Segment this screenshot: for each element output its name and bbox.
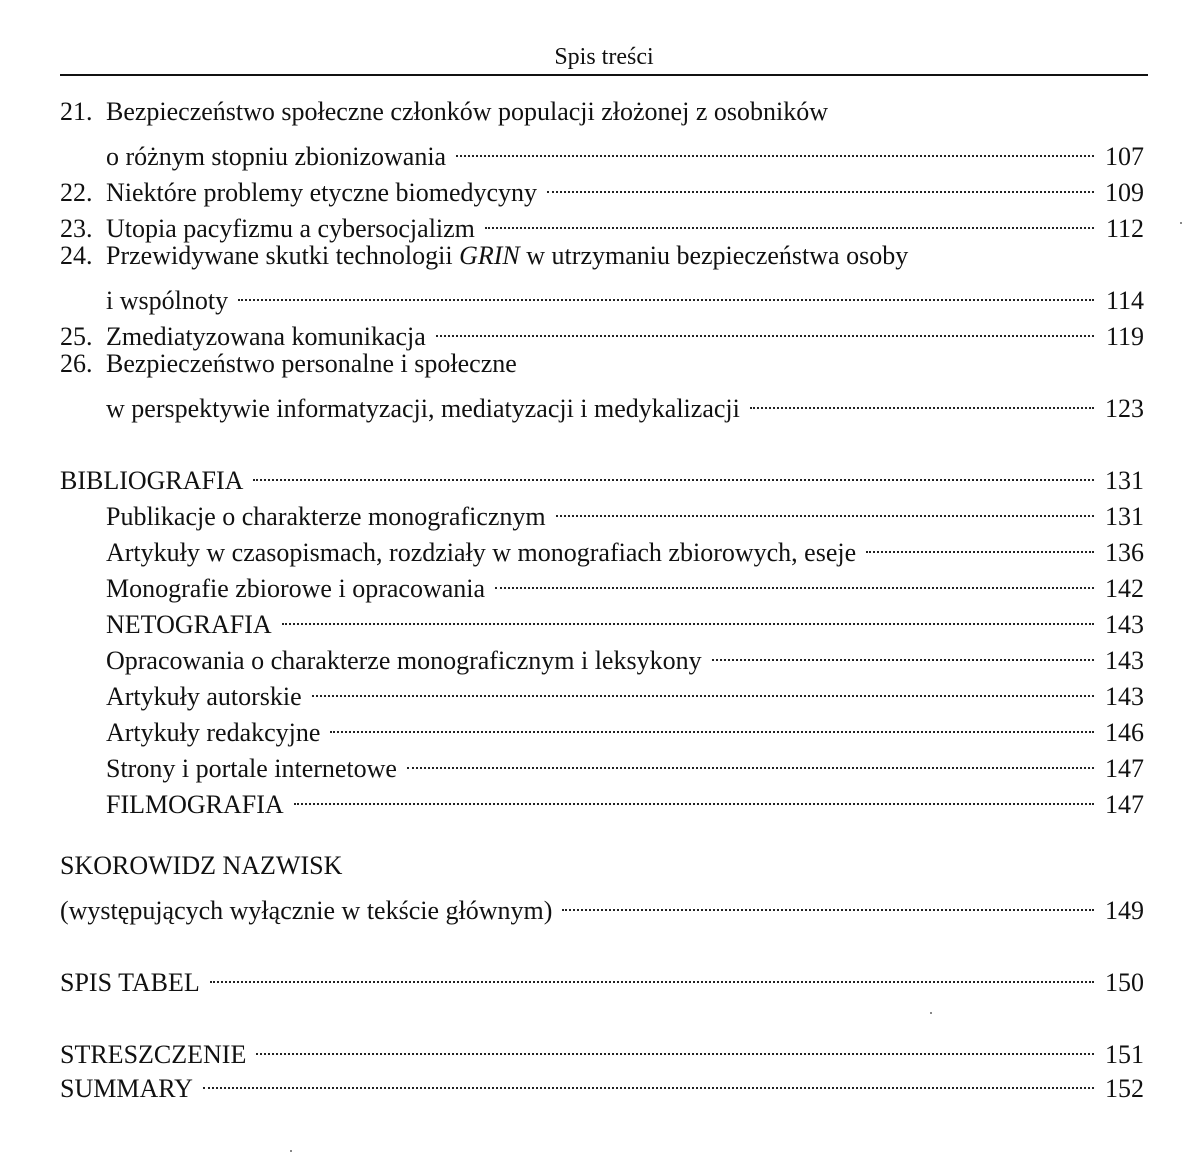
- leader-dots: [407, 743, 1094, 777]
- toc-entry-title: SUMMARY: [60, 1074, 193, 1103]
- toc-page-number: 152: [1105, 1074, 1144, 1103]
- leader-dots: [712, 635, 1094, 669]
- leader-dots: [750, 383, 1094, 417]
- toc-entry-title-italic: GRIN: [459, 241, 520, 270]
- toc-page-number: 147: [1105, 790, 1144, 819]
- leader-dots: [330, 707, 1094, 741]
- leader-dots: [866, 527, 1094, 561]
- toc-entry-25[interactable]: [60, 311, 1144, 351]
- scan-speck: [290, 1150, 292, 1152]
- toc-page-number: 143: [1105, 682, 1144, 711]
- toc-entry-title: Artykuły redakcyjne: [106, 718, 321, 747]
- toc-subentry[interactable]: [60, 491, 1144, 531]
- toc-entry-21[interactable]: [60, 95, 1144, 129]
- toc-entry-title-part: Przewidywane skutki technologii: [106, 241, 460, 270]
- toc-entry-title: BIBLIOGRAFIA: [60, 466, 244, 495]
- leader-dots: [203, 1063, 1094, 1097]
- toc-subentry[interactable]: [60, 743, 1144, 783]
- toc-entry-spis-tabel[interactable]: [60, 957, 1144, 997]
- toc-entry-23[interactable]: [60, 203, 1144, 243]
- toc-page-number: 107: [1105, 142, 1144, 171]
- toc-entry-number: 21.: [60, 97, 93, 126]
- leader-dots: [562, 885, 1094, 919]
- toc-subentry[interactable]: [60, 779, 1144, 819]
- toc-page-number: 143: [1105, 646, 1144, 675]
- page-header-title: Spis treści: [554, 44, 654, 70]
- toc-entry-number: 22.: [60, 178, 93, 207]
- toc-page-number: 131: [1105, 502, 1144, 531]
- toc-entry-26-continuation[interactable]: [60, 383, 1144, 423]
- toc-entry-24[interactable]: [60, 239, 1144, 273]
- toc-page-number: 143: [1105, 610, 1144, 639]
- toc-subentry[interactable]: [60, 563, 1144, 603]
- toc-entry-26[interactable]: [60, 347, 1144, 381]
- leader-dots: [210, 957, 1094, 991]
- leader-dots: [238, 275, 1094, 309]
- toc-entry-22[interactable]: [60, 167, 1144, 207]
- toc-entry-skorowidz-continuation[interactable]: [60, 885, 1144, 925]
- toc-subentry[interactable]: [60, 707, 1144, 747]
- toc-entry-title: Zmediatyzowana komunikacja: [106, 322, 426, 351]
- toc-page-number: 142: [1105, 574, 1144, 603]
- toc-entry-title: NETOGRAFIA: [106, 610, 272, 639]
- header-rule: [60, 74, 1148, 76]
- toc-entry-title: Utopia pacyfizmu a cybersocjalizm: [106, 214, 475, 243]
- toc-entry-title: Monografie zbiorowe i opracowania: [106, 574, 486, 603]
- toc-entry-title: o różnym stopniu zbionizowania: [106, 142, 447, 171]
- toc-page-number: 149: [1105, 896, 1144, 925]
- toc-entry-title: Artykuły autorskie: [106, 682, 302, 711]
- leader-dots: [253, 455, 1094, 489]
- leader-dots: [436, 311, 1094, 345]
- leader-dots: [556, 491, 1094, 525]
- toc-entry-title: FILMOGRAFIA: [106, 790, 284, 819]
- toc-page-number: 147: [1105, 754, 1144, 783]
- toc-subentry[interactable]: [60, 599, 1144, 639]
- toc-page-number: 151: [1105, 1040, 1144, 1069]
- toc-subentry[interactable]: [60, 527, 1144, 567]
- toc-entry-number: 25.: [60, 322, 93, 351]
- toc-entry-24-continuation[interactable]: [60, 275, 1144, 315]
- toc-entry-title: SPIS TABEL: [60, 968, 200, 997]
- toc-entry-title: Opracowania o charakterze monograficznym i leksykony: [106, 646, 702, 675]
- toc-entry-title: Strony i portale internetowe: [106, 754, 397, 783]
- scan-speck: [1180, 222, 1182, 224]
- toc-page-number: 136: [1105, 538, 1144, 567]
- toc-page-number: 119: [1105, 322, 1144, 351]
- toc-subentry[interactable]: [60, 671, 1144, 711]
- leader-dots: [547, 167, 1094, 201]
- toc-entry-title: (występujących wyłącznie w tekście głównym): [60, 896, 553, 925]
- toc-entry-skorowidz[interactable]: [60, 849, 1144, 883]
- leader-dots: [495, 563, 1094, 597]
- leader-dots: [485, 203, 1094, 237]
- toc-page-number: 150: [1105, 968, 1144, 997]
- leader-dots: [294, 779, 1094, 813]
- leader-dots: [256, 1029, 1094, 1063]
- leader-dots: [312, 671, 1094, 705]
- toc-entry-title: Bezpieczeństwo personalne i społeczne: [106, 349, 517, 378]
- toc-entry-21-continuation[interactable]: [60, 131, 1144, 171]
- toc-page-number: 146: [1105, 718, 1144, 747]
- toc-entry-summary[interactable]: [60, 1063, 1144, 1103]
- toc-page-number: 131: [1105, 466, 1144, 495]
- toc-entry-title: Niektóre problemy etyczne biomedycyny: [106, 178, 538, 207]
- toc-page-number: 112: [1105, 214, 1144, 243]
- toc-entry-title: Bezpieczeństwo społeczne członków populacji złożonej z osobników: [106, 97, 828, 126]
- toc-entry-number: 24.: [60, 241, 93, 270]
- toc-entry-title: [106, 239, 908, 273]
- toc-entry-title: w perspektywie informatyzacji, mediatyzacji i medykalizacji: [106, 394, 740, 423]
- scan-speck: [930, 1012, 932, 1014]
- toc-entry-title: SKOROWIDZ NAZWISK: [60, 851, 343, 880]
- leader-dots: [282, 599, 1094, 633]
- toc-subentry[interactable]: [60, 635, 1144, 675]
- toc-entry-number: 26.: [60, 349, 93, 378]
- toc-entry-number: 23.: [60, 214, 93, 243]
- toc-page-number: 123: [1105, 394, 1144, 423]
- toc-entry-title: Publikacje o charakterze monograficznym: [106, 502, 546, 531]
- leader-dots: [456, 131, 1094, 165]
- toc-page-number: 109: [1105, 178, 1144, 207]
- toc-entry-title: Artykuły w czasopismach, rozdziały w monografiach zbiorowych, eseje: [106, 538, 857, 567]
- toc-entry-title: STRESZCZENIE: [60, 1040, 247, 1069]
- toc-entry-title: i wspólnoty: [106, 286, 229, 315]
- toc-page-number: 114: [1105, 286, 1144, 315]
- toc-entry-title-part: w utrzymaniu bezpieczeństwa osoby: [519, 241, 909, 270]
- toc-entry-bibliografia[interactable]: [60, 455, 1144, 495]
- toc-entry-streszczenie[interactable]: [60, 1029, 1144, 1069]
